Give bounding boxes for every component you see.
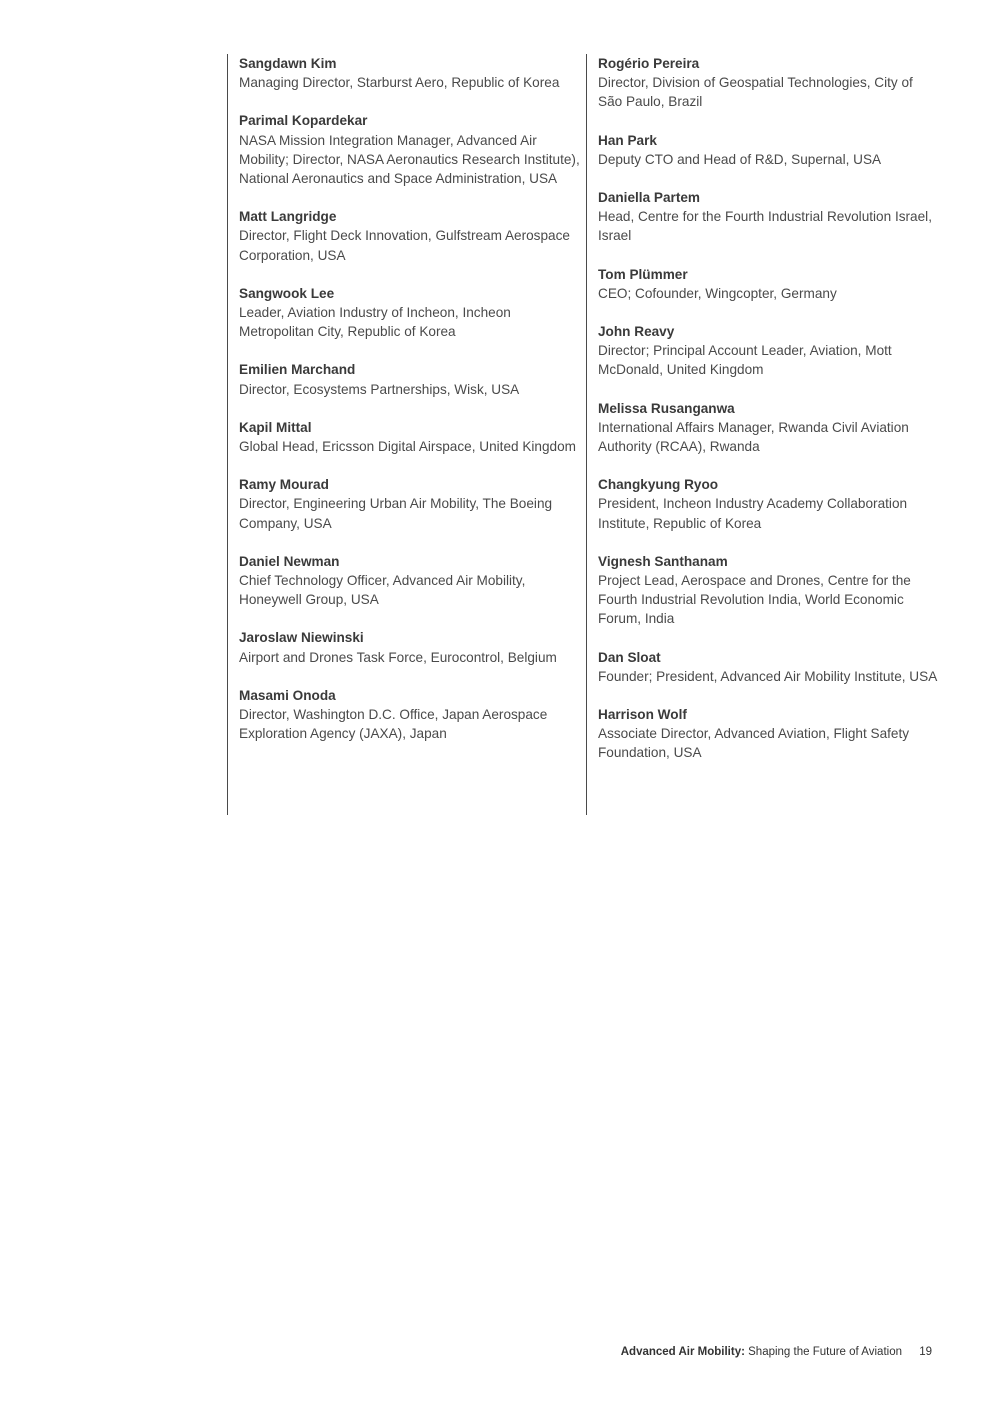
footer-title-rest: Shaping the Future of Aviation xyxy=(748,1346,902,1358)
contributor-entry xyxy=(598,475,938,533)
contributor-name: Sangwook Lee xyxy=(239,285,335,301)
contributor-entry xyxy=(239,360,582,398)
contributor-role: President, Incheon Industry Academy Collaboration Institute, Republic of Korea xyxy=(598,496,908,531)
contributor-role: Associate Director, Advanced Aviation, Flight Safety Foundation, USA xyxy=(598,726,910,761)
contributor-role: Deputy CTO and Head of R&D, Supernal, USA xyxy=(598,151,882,167)
contributor-name: Jaroslaw Niewinski xyxy=(239,630,364,646)
contributor-name: Han Park xyxy=(598,132,657,148)
page-number: 19 xyxy=(919,1346,932,1358)
contributor-name: Melissa Rusanganwa xyxy=(598,400,735,416)
contributor-name: John Reavy xyxy=(598,324,675,340)
contributor-entry xyxy=(598,399,938,457)
contributor-role: CEO; Cofounder, Wingcopter, Germany xyxy=(598,285,837,301)
contributor-name: Changkyung Ryoo xyxy=(598,477,719,493)
contributor-name: Sangdawn Kim xyxy=(239,56,337,71)
contributor-entry xyxy=(598,54,938,112)
contributor-entry xyxy=(598,265,938,303)
contributors-right-column xyxy=(586,54,938,815)
contributor-entry xyxy=(239,207,582,265)
contributor-role: Chief Technology Officer, Advanced Air Mobility, Honeywell Group, USA xyxy=(239,573,526,608)
contributor-role: Global Head, Ericsson Digital Airspace, United Kingdom xyxy=(239,439,576,455)
contributors-left-column xyxy=(227,54,582,815)
contributor-role: Head, Centre for the Fourth Industrial Revolution Israel, Israel xyxy=(598,209,932,244)
contributor-entry xyxy=(598,648,938,686)
contributor-name: Rogério Pereira xyxy=(598,56,700,71)
contributor-entry xyxy=(239,628,582,666)
contributor-role: Project Lead, Aerospace and Drones, Centre for the Fourth Industrial Revolution India, World Economic Forum, India xyxy=(598,573,911,627)
contributor-role: Director, Engineering Urban Air Mobility, The Boeing Company, USA xyxy=(239,496,553,531)
contributor-role: Director, Division of Geospatial Technologies, City of São Paulo, Brazil xyxy=(598,75,913,110)
contributor-entry xyxy=(239,284,582,342)
contributor-entry xyxy=(598,188,938,246)
contributor-role: Director, Washington D.C. Office, Japan Aerospace Exploration Agency (JAXA), Japan xyxy=(239,707,548,742)
page-footer xyxy=(621,1346,932,1358)
contributor-name: Parimal Kopardekar xyxy=(239,113,368,129)
contributor-entry xyxy=(598,705,938,763)
contributor-entry xyxy=(239,54,582,92)
contributor-role: Managing Director, Starburst Aero, Republic of Korea xyxy=(239,75,560,91)
contributor-entry xyxy=(239,111,582,188)
contributor-entry xyxy=(239,552,582,610)
contributor-role: Director, Flight Deck Innovation, Gulfstream Aerospace Corporation, USA xyxy=(239,228,570,263)
contributor-name: Dan Sloat xyxy=(598,649,661,665)
contributor-entry xyxy=(598,552,938,629)
contributor-name: Daniel Newman xyxy=(239,553,340,569)
contributor-name: Masami Onoda xyxy=(239,687,336,703)
contributor-name: Tom Plümmer xyxy=(598,266,688,282)
contributor-role: NASA Mission Integration Manager, Advanced Air Mobility; Director, NASA Aeronautics Research Institute), National Aeronautics and Space Administration, USA xyxy=(239,132,580,187)
contributor-name: Kapil Mittal xyxy=(239,419,312,435)
footer-title-bold: Advanced Air Mobility: xyxy=(620,1346,745,1358)
contributor-name: Ramy Mourad xyxy=(239,477,329,493)
contributor-entry xyxy=(239,418,582,456)
contributor-role: Leader, Aviation Industry of Incheon, Incheon Metropolitan City, Republic of Korea xyxy=(239,305,511,340)
contributor-name: Daniella Partem xyxy=(598,190,700,206)
contributor-role: Founder; President, Advanced Air Mobility Institute, USA xyxy=(598,668,938,684)
contributor-role: Director; Principal Account Leader, Aviation, Mott McDonald, United Kingdom xyxy=(598,343,892,378)
contributor-entry xyxy=(239,686,582,744)
contributor-name: Matt Langridge xyxy=(239,209,337,225)
contributor-entry xyxy=(239,475,582,533)
contributor-role: International Affairs Manager, Rwanda Civil Aviation Authority (RCAA), Rwanda xyxy=(598,419,909,455)
contributor-name: Vignesh Santhanam xyxy=(598,553,728,569)
contributor-entry xyxy=(598,322,938,380)
contributor-name: Harrison Wolf xyxy=(598,707,687,723)
contributor-name: Emilien Marchand xyxy=(239,362,356,378)
contributor-role: Airport and Drones Task Force, Eurocontrol, Belgium xyxy=(239,649,557,665)
contributor-role: Director, Ecosystems Partnerships, Wisk, USA xyxy=(239,381,520,397)
contributor-entry xyxy=(598,131,938,169)
